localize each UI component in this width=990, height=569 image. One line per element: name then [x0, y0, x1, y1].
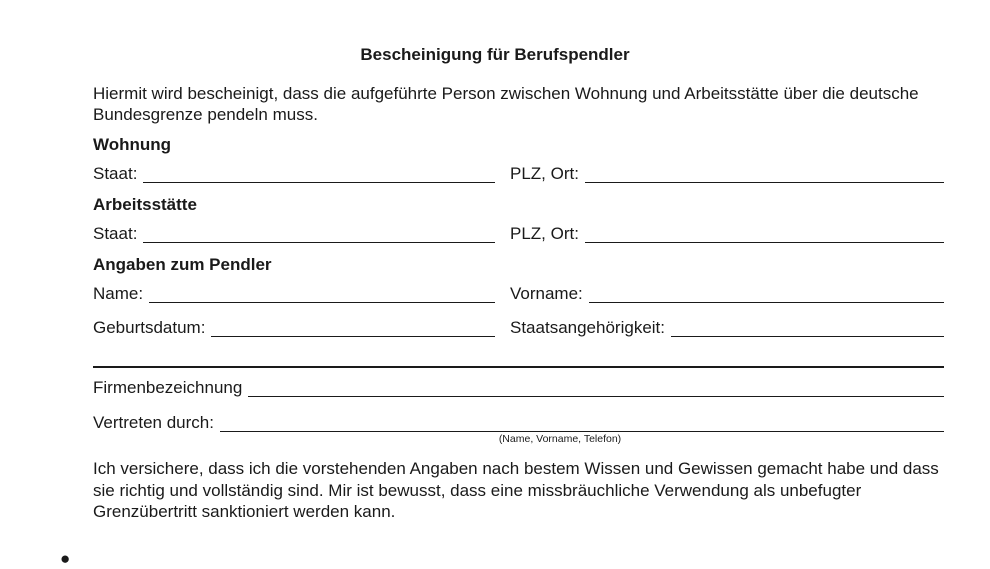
wohnung-staat-input[interactable] — [143, 166, 495, 183]
section-divider — [93, 366, 944, 368]
section-heading-arbeitsstaette: Arbeitsstätte — [93, 195, 197, 214]
pendler-staatsangehoerigkeit-field — [510, 318, 944, 338]
arbeitsstaette-ort-field — [510, 224, 944, 244]
cropped-text-fragment: ● — [60, 549, 71, 568]
arbeitsstaette-staat-label: Staat: — [93, 224, 138, 243]
pendler-vorname-input[interactable] — [589, 286, 944, 303]
intro-paragraph: Hiermit wird bescheinigt, dass die aufgeführte Person zwischen Wohnung und Arbeitsstätte über die deutsche Bundesgrenze pendeln muss. — [93, 84, 919, 124]
firmenbezeichnung-input[interactable] — [248, 380, 944, 397]
vertreten-durch-hint: (Name, Vorname, Telefon) — [498, 433, 622, 445]
pendler-vorname-field — [510, 284, 944, 304]
firmenbezeichnung-field — [93, 378, 944, 398]
vertreten-durch-label: Vertreten durch: — [93, 413, 214, 432]
wohnung-ort-field — [510, 164, 944, 184]
pendler-geburtsdatum-label: Geburtsdatum: — [93, 318, 206, 337]
section-heading-pendler: Angaben zum Pendler — [93, 255, 272, 274]
arbeitsstaette-staat-field — [93, 224, 495, 244]
arbeitsstaette-ort-input[interactable] — [585, 226, 944, 243]
pendler-staatsangehoerigkeit-label: Staatsangehörigkeit: — [510, 318, 665, 337]
firmenbezeichnung-label: Firmenbezeichnung — [93, 378, 243, 397]
wohnung-staat-field — [93, 164, 495, 184]
pendler-geburtsdatum-input[interactable] — [211, 320, 495, 337]
pendler-vorname-label: Vorname: — [510, 284, 583, 303]
declaration-paragraph: Ich versichere, dass ich die vorstehenden Angaben nach bestem Wissen und Gewissen gemacht habe und dass sie richtig und vollständig sind. Mir ist bewusst, dass eine missbräuchliche Verwendung als unbefugter Grenzübertritt sanktioniert werden kann. — [93, 459, 939, 521]
vertreten-durch-input[interactable] — [220, 415, 944, 432]
pendler-geburtsdatum-field — [93, 318, 495, 338]
section-heading-wohnung: Wohnung — [93, 135, 172, 154]
arbeitsstaette-staat-input[interactable] — [143, 226, 495, 243]
wohnung-ort-label: PLZ, Ort: — [510, 164, 579, 183]
arbeitsstaette-ort-label: PLZ, Ort: — [510, 224, 579, 243]
vertreten-durch-field — [93, 413, 944, 433]
wohnung-ort-input[interactable] — [585, 166, 944, 183]
pendler-name-input[interactable] — [149, 286, 495, 303]
pendler-name-field — [93, 284, 495, 304]
pendler-staatsangehoerigkeit-input[interactable] — [671, 320, 944, 337]
pendler-name-label: Name: — [93, 284, 144, 303]
document-title: Bescheinigung für Berufspendler — [360, 45, 630, 64]
wohnung-staat-label: Staat: — [93, 164, 138, 183]
